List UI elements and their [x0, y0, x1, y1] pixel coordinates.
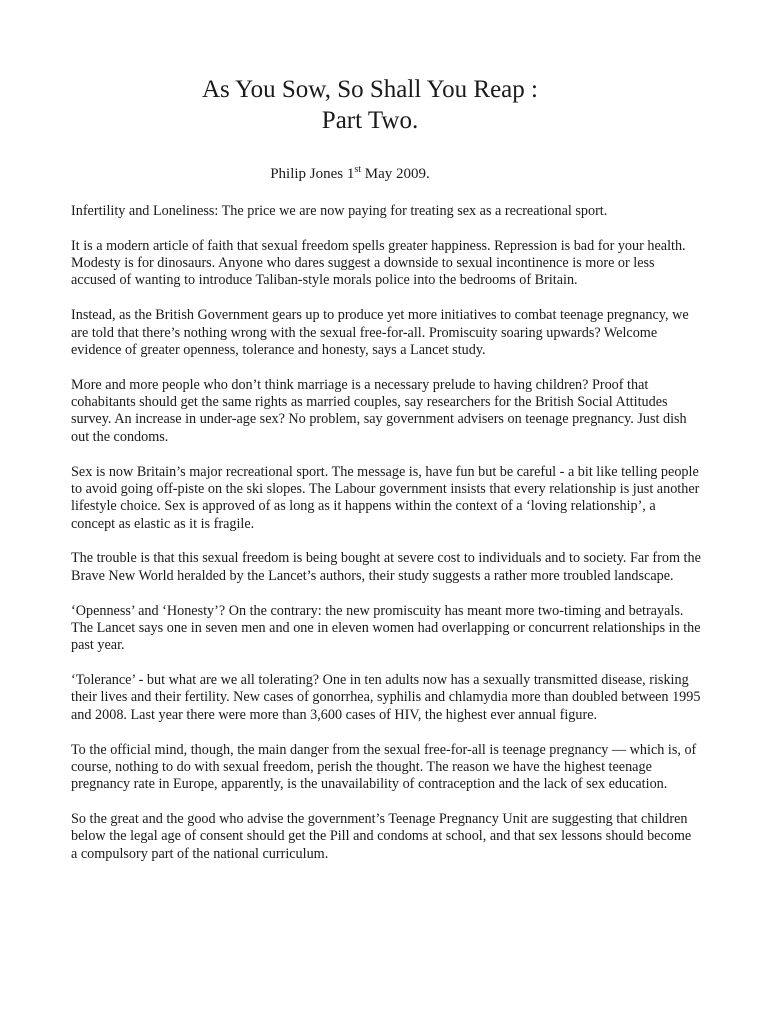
title-line-1: As You Sow, So Shall You Reap :: [202, 76, 538, 103]
title-line-2: Part Two.: [321, 107, 419, 134]
paragraph: The trouble is that this sexual freedom is being bought at severe cost to individuals and to society. Far from the Brave New World heralded by the Lancet’s authors, their study suggests a rather more troubled landscape.: [71, 550, 701, 584]
article-body: [71, 203, 701, 881]
paragraph: ‘Openness’ and ‘Honesty’? On the contrary: the new promiscuity has meant more two-timing and betrayals. The Lancet says one in seven men and one in eleven women had overlapping or concurrent relationships in the past year.: [71, 602, 701, 654]
paragraph: Sex is now Britain’s major recreational sport. The message is, have fun but be careful - a bit like telling people to avoid going off-piste on the ski slopes. The Labour government insists that every relationship is just another lifestyle choice. Sex is approved of as long as it happens within the context of a ‘loving relationship’, a concept as elastic as it is fragile.: [71, 463, 700, 532]
paragraph: It is a modern article of faith that sexual freedom spells greater happiness. Repression is bad for your health. Modesty is for dinosaurs. Anyone who dares suggest a downside to sexual incontinence is more or less accused of wanting to introduce Taliban-style morals police into the bedrooms of Britain.: [71, 237, 686, 289]
byline-date: May 2009.: [361, 166, 430, 182]
paragraph: More and more people who don’t think marriage is a necessary prelude to having children? Proof that cohabitants should get the same rights as married couples, say researchers for the British Social Attitudes survey. An increase in under-age sex? No problem, say government advisers on teenage pregnancy. Just dish out the condoms.: [71, 376, 687, 445]
paragraph: ‘Tolerance’ - but what are we all tolerating? One in ten adults now has a sexually transmitted disease, risking their lives and their fertility. New cases of gonorrhea, syphilis and chlamydia more than doubled between 1995 and 2008. Last year there were more than 3,600 cases of HIV, the highest ever annual figure.: [71, 672, 701, 723]
paragraph: To the official mind, though, the main danger from the sexual free-for-all is teenage pregnancy — which is, of course, nothing to do with sexual freedom, perish the thought. The reason we have the highest teenage pregnancy rate in Europe, apparently, is the unavailability of contraception and the lack of sex education.: [71, 741, 697, 793]
paragraph: So the great and the good who advise the government’s Teenage Pregnancy Unit are suggesting that children below the legal age of consent should get the Pill and condoms at school, and that sex lessons should become a compulsory part of the national curriculum.: [71, 811, 692, 862]
byline-superscript: st: [354, 164, 362, 175]
paragraph: Infertility and Loneliness: The price we are now paying for treating sex as a recreational sport.: [71, 203, 608, 219]
byline: [70, 165, 630, 183]
byline-author: Philip Jones 1: [270, 166, 355, 182]
paragraph: Instead, as the British Government gears up to produce yet more initiatives to combat teenage pregnancy, we are told that there’s nothing wrong with the sexual free-for-all. Promiscuity soaring upwards? Welcome evidence of greater openness, tolerance and honesty, says a Lancet study.: [71, 307, 689, 358]
